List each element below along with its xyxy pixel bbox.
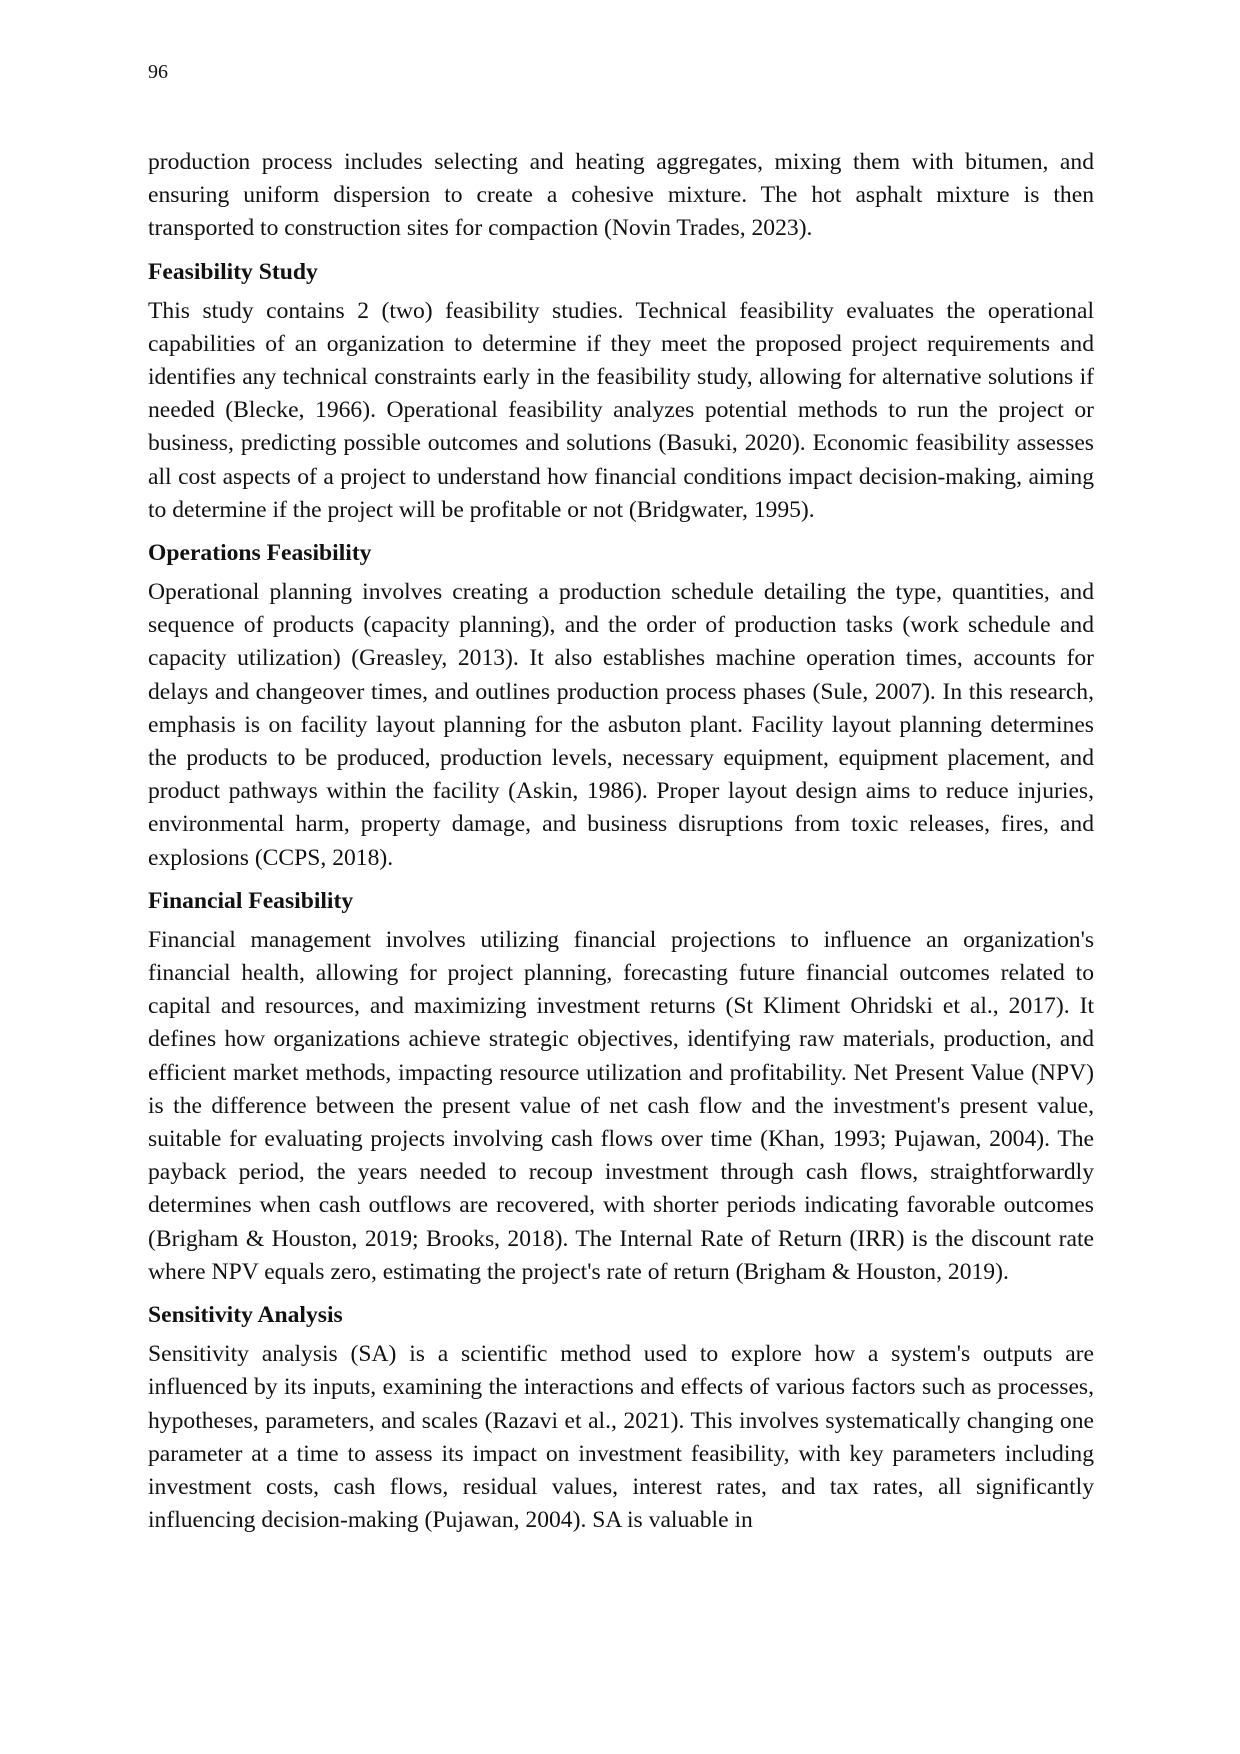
section-financial-feasibility <box>148 885 1094 1289</box>
section-sensitivity-analysis <box>148 1299 1094 1537</box>
section-operations-feasibility <box>148 537 1094 875</box>
section-heading-operations-feasibility: Operations Feasibility <box>148 540 372 567</box>
section-heading-financial-feasibility: Financial Feasibility <box>148 887 354 914</box>
section-heading-sensitivity-analysis: Sensitivity Analysis <box>148 1302 343 1329</box>
section-feasibility-study <box>148 256 1094 527</box>
paragraph-sensitivity-analysis: Sensitivity analysis (SA) is a scientific method used to explore how a system's outputs are influenced by its inputs, examining the interactions and effects of various factors such as processes, hypotheses, parameters, and scales (Razavi et al., 2021). This involves systematically changing one parameter at a time to assess its impact on investment feasibility, with key parameters including investment costs, cash flows, residual values, interest rates, and tax rates, all significantly influencing decision-making (Pujawan, 2004). SA is valuable in <box>148 1341 1094 1534</box>
paragraph-financial-feasibility: Financial management involves utilizing financial projections to influence an organization's financial health, allowing for project planning, forecasting future financial outcomes related to capital and resources, and maximizing investment returns (St Kliment Ohridski et al., 2017). It defines how organizations achieve strategic objectives, identifying raw materials, production, and efficient market methods, impacting resource utilization and profitability. Net Present Value (NPV) is the difference between the present value of net cash flow and the investment's present value, suitable for evaluating projects involving cash flows over time (Khan, 1993; Pujawan, 2004). The payback period, the years needed to recoup investment through cash flows, straightforwardly determines when cash outflows are recovered, with shorter periods indicating favorable outcomes (Brigham & Houston, 2019; Brooks, 2018). The Internal Rate of Return (IRR) is the discount rate where NPV equals zero, estimating the project's rate of return (Brigham & Houston, 2019). <box>148 926 1094 1285</box>
paragraph-operations-feasibility: Operational planning involves creating a production schedule detailing the type, quantities, and sequence of products (capacity planning), and the order of production tasks (work schedule and capacity utilization) (Greasley, 2013). It also establishes machine operation times, accounts for delays and changeover times, and outlines production process phases (Sule, 2007). In this research, emphasis is on facility layout planning for the asbuton plant. Facility layout planning determines the products to be produced, production levels, necessary equipment, equipment placement, and product pathways within the facility (Askin, 1986). Proper layout design aims to reduce injuries, environmental harm, property damage, and business disruptions from toxic releases, fires, and explosions (CCPS, 2018). <box>148 579 1094 871</box>
section-heading-feasibility-study: Feasibility Study <box>148 258 318 285</box>
page-number: 96 <box>148 61 168 83</box>
page-content <box>148 146 1094 1537</box>
paragraph-feasibility-study: This study contains 2 (two) feasibility studies. Technical feasibility evaluates the operational capabilities of an organization to determine if they meet the proposed project requirements and identifies any technical constraints early in the feasibility study, allowing for alternative solutions if needed (Blecke, 1966). Operational feasibility analyzes potential methods to run the project or business, predicting possible outcomes and solutions (Basuki, 2020). Economic feasibility assesses all cost aspects of a project to understand how financial conditions impact decision-making, aiming to determine if the project will be profitable or not (Bridgwater, 1995). <box>148 297 1094 523</box>
intro-paragraph: production process includes selecting and heating aggregates, mixing them with bitumen, and ensuring uniform dispersion to create a cohesive mixture. The hot asphalt mixture is then transported to construction sites for compaction (Novin Trades, 2023). <box>148 149 1094 242</box>
